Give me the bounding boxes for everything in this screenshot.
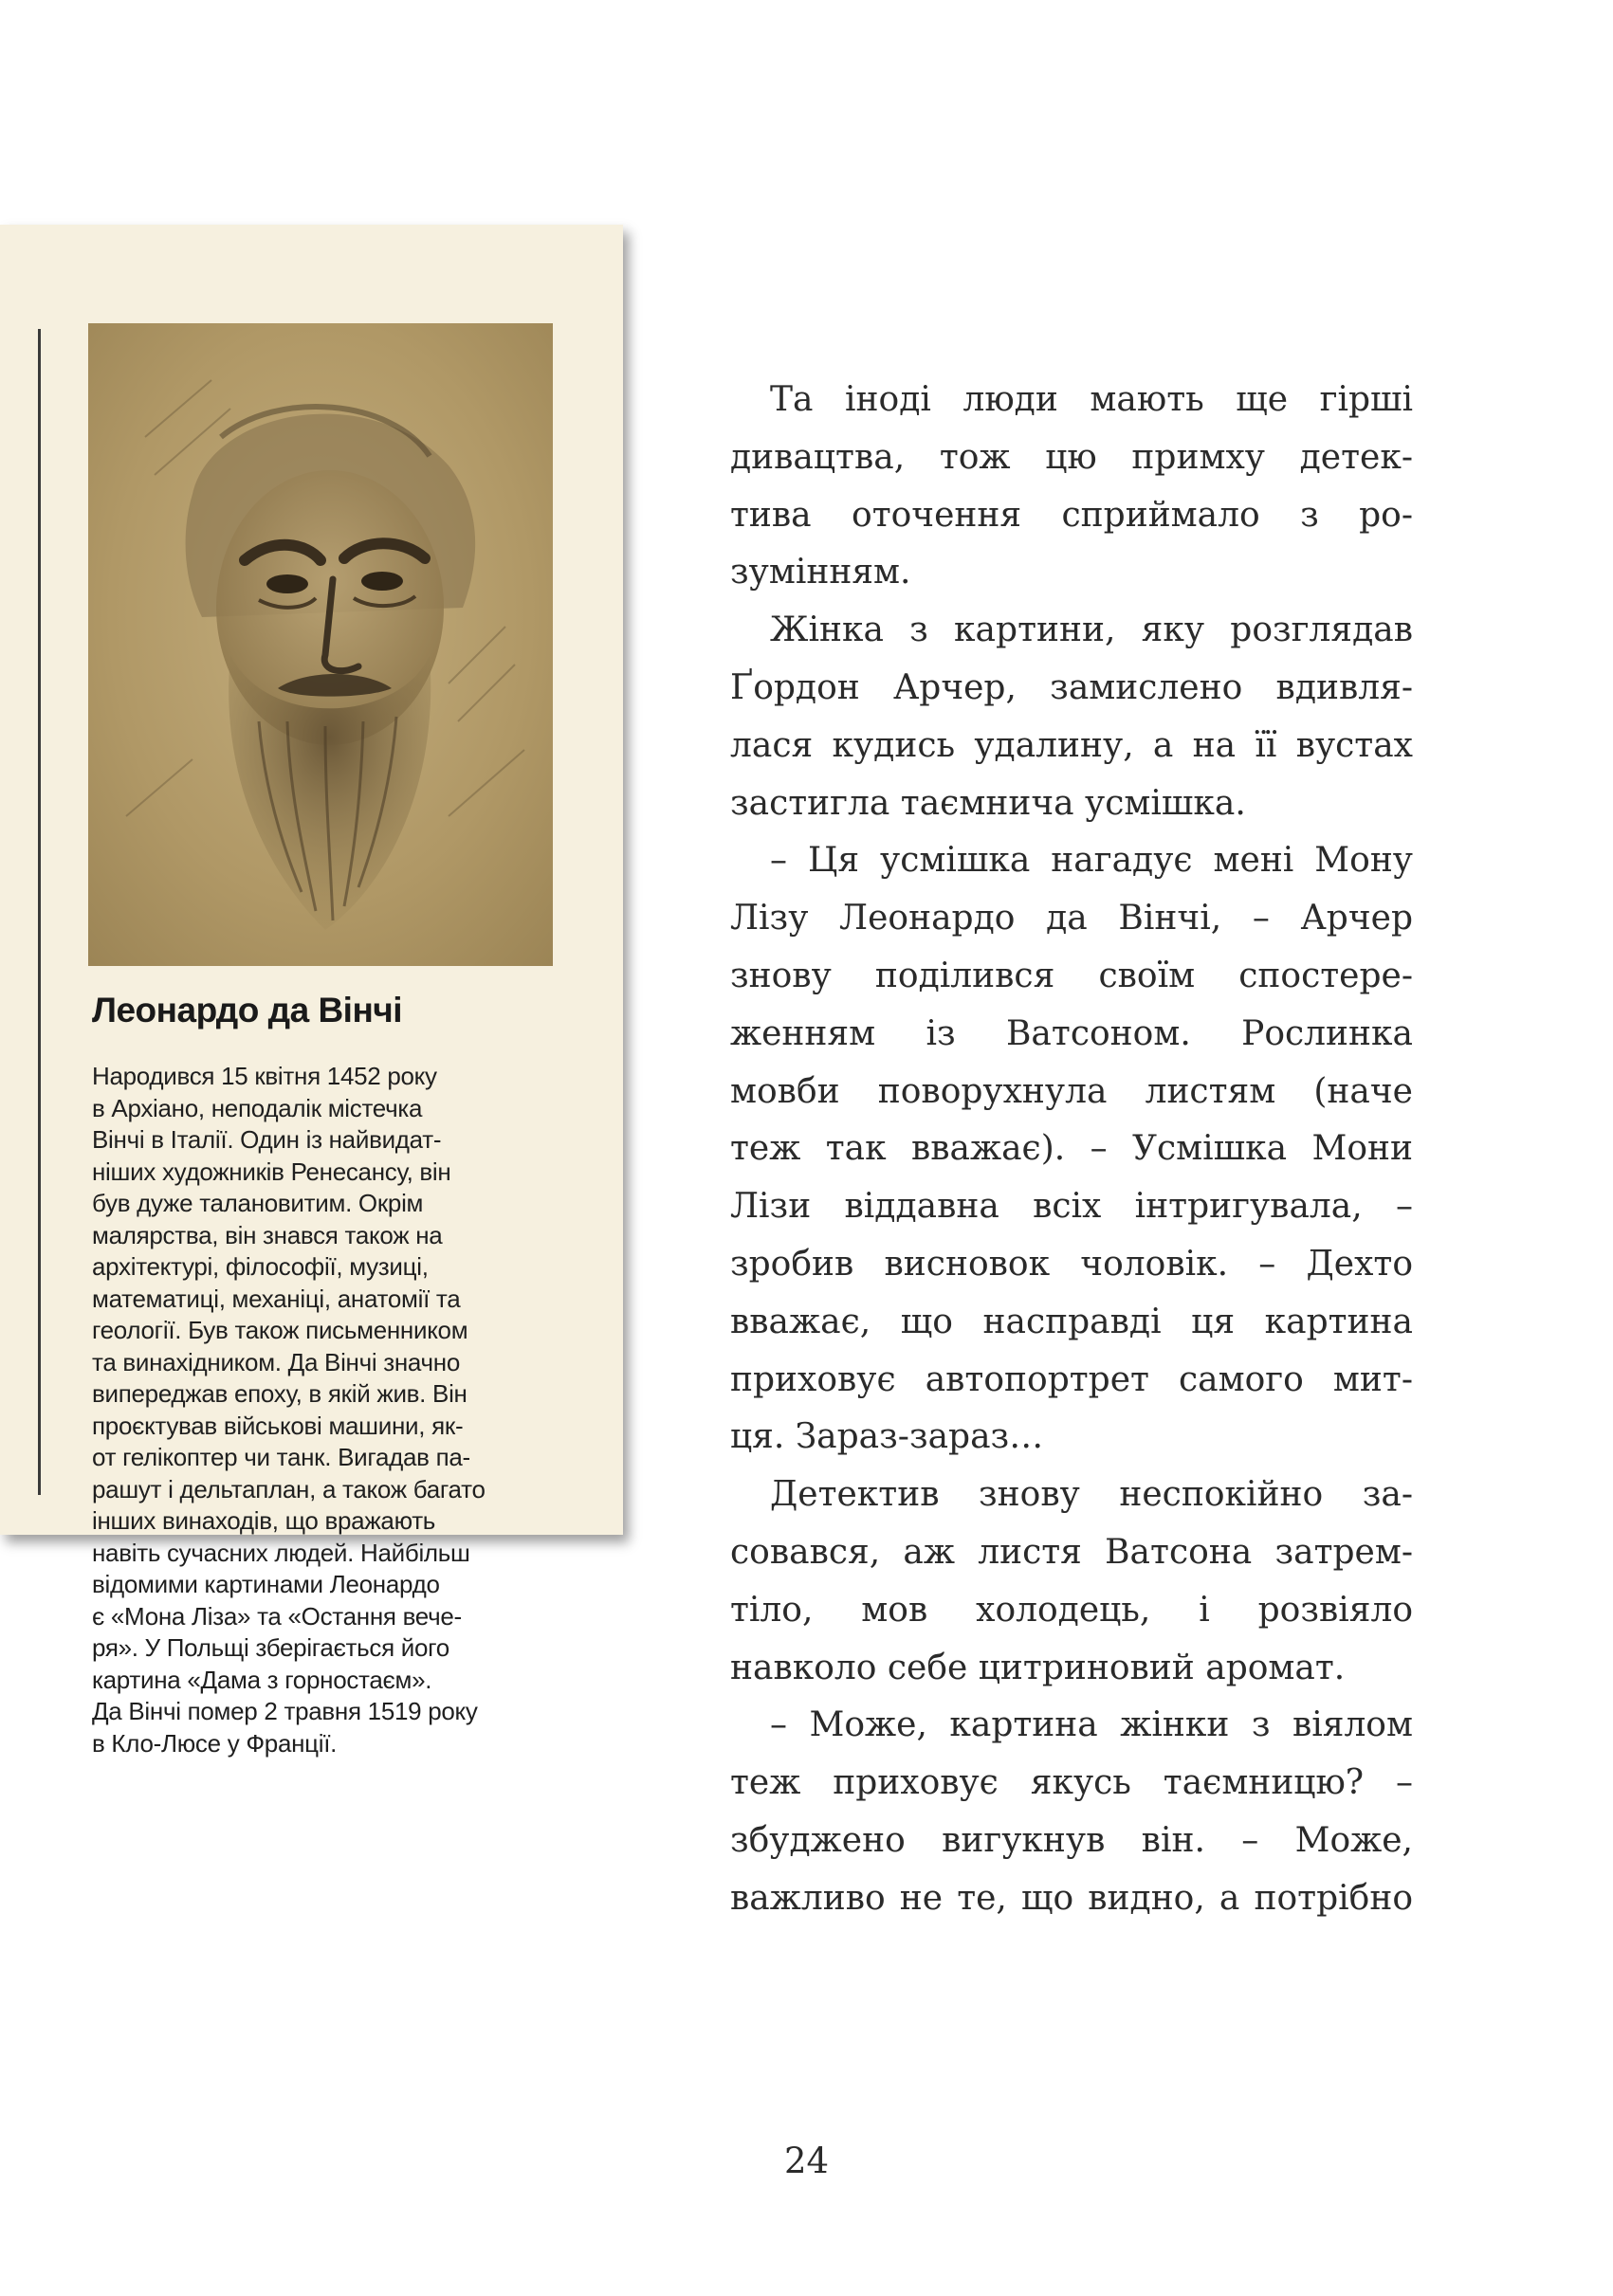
bio-line: математиці, механіці, анатомії та [92, 1284, 461, 1313]
bio-line: рашут і дельтаплан, а також багато [92, 1474, 486, 1503]
text-line: теж так вважає). – Усмішка Мони [730, 1129, 1413, 1169]
text-line: збуджено вигукнув він. – Може, [730, 1820, 1413, 1860]
page-number: 24 [783, 2141, 830, 2181]
text-line: лася кудись удалину, а на її вустах [730, 725, 1413, 765]
text-line: Ґордон Арчер, замислено вдивля- [730, 667, 1413, 707]
bio-line: в Кло-Люсе у Франції. [92, 1728, 338, 1758]
text-line: зумінням. [730, 553, 911, 592]
bio-line: є «Мона Ліза» та «Остання вече- [92, 1601, 462, 1631]
bio-line: Вінчі в Італії. Один із найвидат- [92, 1125, 442, 1154]
text-line: теж приховує якусь таємницю? – [730, 1763, 1413, 1803]
biography-title: Леонардо да Вінчі [92, 991, 403, 1030]
text-line: зробив висновок чоловік. – Дехто [730, 1244, 1413, 1284]
bio-line: в Архіано, неподалік містечка [92, 1093, 423, 1122]
text-line: ця. Зараз-зараз… [730, 1417, 1044, 1457]
text-line: приховує автопортрет самого мит- [730, 1359, 1413, 1399]
bio-line: проєктував військові машини, як- [92, 1411, 464, 1440]
text-line: застигла таємнича усмішка. [730, 783, 1246, 823]
bio-line: геології. Був також письменником [92, 1316, 468, 1344]
bio-line: інших винаходів, що вражають [92, 1506, 436, 1535]
bio-line: Народився 15 квітня 1452 року [92, 1062, 437, 1090]
text-line: Лізи віддавна всіх інтригувала, – [730, 1187, 1413, 1227]
text-line: вважає, що насправді ця картина [730, 1302, 1413, 1341]
text-line: Детектив знову неспокійно за- [770, 1475, 1413, 1515]
bio-line: картина «Дама з горностаєм». [92, 1665, 432, 1694]
sidebar-vertical-rule [38, 329, 41, 1495]
text-line: тива оточення сприймало з ро- [730, 495, 1413, 535]
text-line: Жінка з картини, яку розглядав [770, 610, 1413, 650]
text-line: – Ця усмішка нагадує мені Мону [770, 841, 1413, 881]
bio-line: ря». У Польщі зберігається його [92, 1633, 449, 1662]
text-line: тіло, мов холодець, і розвіяло [730, 1590, 1413, 1630]
text-line: важливо не те, що видно, а потрібно [730, 1878, 1413, 1918]
biography-sidebar [0, 225, 623, 1758]
text-line: Та іноді люди мають ще гірші [770, 380, 1413, 419]
text-line: мовби поворухнула листям (наче [730, 1071, 1413, 1111]
bio-line: та винахідником. Да Вінчі значно [92, 1347, 460, 1376]
biography-text [92, 1061, 566, 1759]
leonardo-portrait-image [88, 323, 553, 966]
bio-line: відомими картинами Леонардо [92, 1570, 440, 1598]
text-line: женням із Ватсоном. Рослинка [730, 1013, 1413, 1053]
bio-line: ніших художників Ренесансу, він [92, 1157, 451, 1186]
text-line: навколо себе цитриновий аромат. [730, 1648, 1346, 1687]
bio-line: от гелікоптер чи танк. Вигадав па- [92, 1443, 470, 1471]
bio-line: архітектурі, філософії, музиці, [92, 1252, 429, 1281]
bio-line: малярства, він знався також на [92, 1220, 443, 1249]
bio-line: Да Вінчі помер 2 травня 1519 року [92, 1697, 478, 1725]
text-line: – Може, картина жінки з віялом [770, 1705, 1413, 1745]
text-line: совався, аж листя Ватсона затрем- [730, 1532, 1413, 1572]
bio-line: випереджав епоху, в якій жив. Він [92, 1379, 467, 1408]
main-body-text [730, 372, 1413, 1928]
text-line: знову поділився своїм спостере- [730, 956, 1413, 995]
portrait-drawing [88, 323, 553, 966]
bio-line: був дуже талановитим. Окрім [92, 1189, 424, 1217]
text-line: Лізу Леонардо да Вінчі, – Арчер [730, 899, 1413, 938]
bio-line: навіть сучасних людей. Найбільш [92, 1538, 470, 1567]
text-line: дивацтва, тож цю примху детек- [730, 437, 1413, 477]
